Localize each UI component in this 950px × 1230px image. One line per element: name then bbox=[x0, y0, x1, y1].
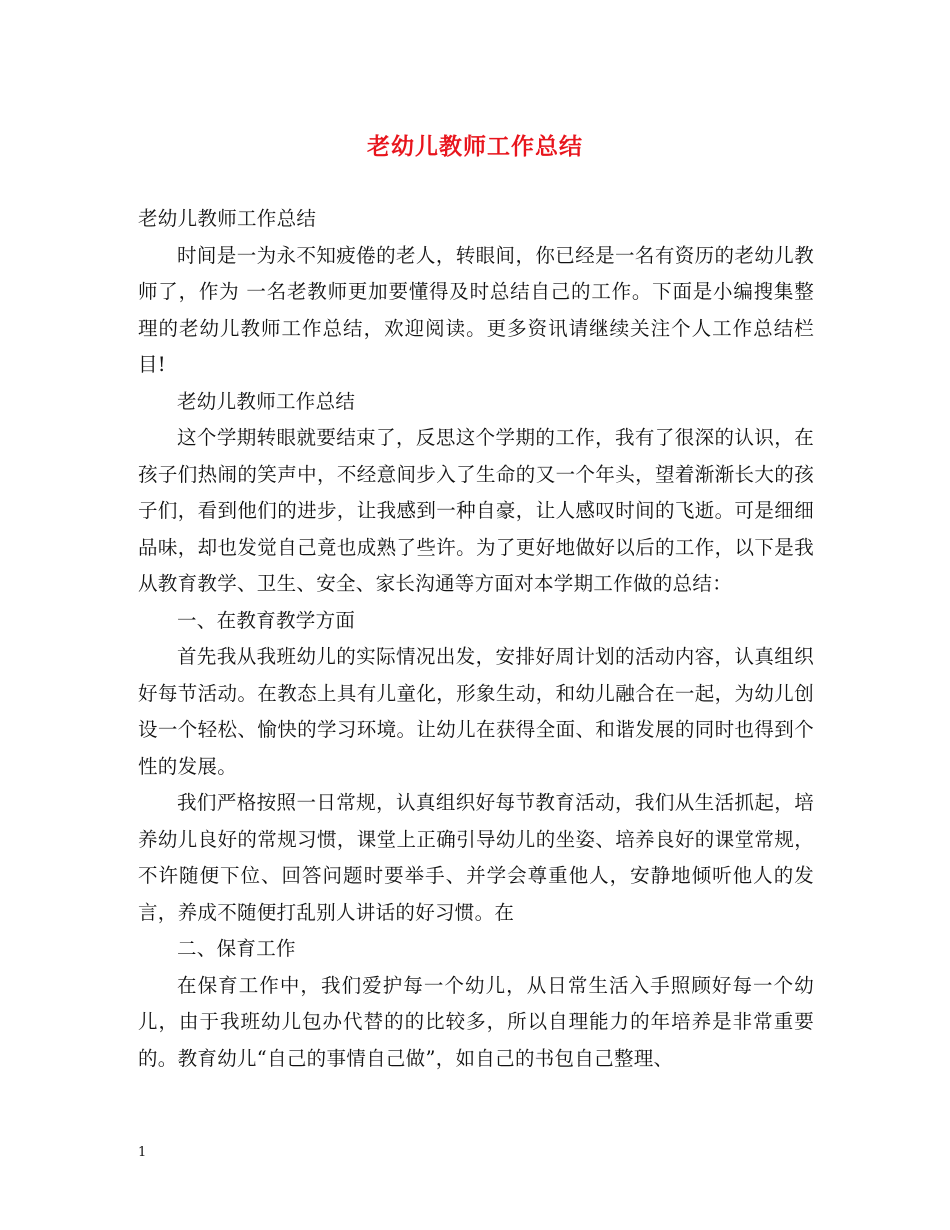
document-body bbox=[138, 201, 814, 1077]
paragraph-routine: 我们严格按照一日常规，认真组织好每节教育活动，我们从生活抓起，培养幼儿良好的常规习惯，课堂上正确引导幼儿的坐姿、培养良好的课堂常规，不许随便下位、回答问题时要举手、并学会尊重他人，安静地倾听他人的发言，养成不随便打乱别人讲话的好习惯。在 bbox=[138, 791, 814, 924]
page-number: 1 bbox=[138, 1145, 147, 1160]
paragraph-care: 在保育工作中，我们爱护每一个幼儿，从日常生活入手照顾好每一个幼儿，由于我班幼儿包办代替的的比较多，所以自理能力的年培养是非常重要的。教育幼儿“自己的事情自己做”，如自己的书包自己整理、 bbox=[138, 973, 814, 1070]
paragraph-summary: 这个学期转眼就要结束了，反思这个学期的工作，我有了很深的认识，在孩子们热闹的笑声中，不经意间步入了生命的又一个年头，望着渐渐长大的孩子们，看到他们的进步，让我感到一种自豪，让人感叹时间的飞逝。可是细细品味，却也发觉自己竟也成熟了些许。为了更好地做好以后的工作，以下是我从教育教学、卫生、安全、家长沟通等方面对本学期工作做的总结： bbox=[138, 426, 814, 595]
document-title: 老幼儿教师工作总结 bbox=[367, 133, 583, 160]
section-heading-care: 二、保育工作 bbox=[177, 937, 296, 960]
section-heading-teaching: 一、在教育教学方面 bbox=[177, 608, 356, 632]
body-heading: 老幼儿教师工作总结 bbox=[138, 207, 317, 230]
paragraph-intro: 时间是一为永不知疲倦的老人，转眼间，你已经是一名有资历的老幼儿教师了，作为 一名老教师更加要懂得及时总结自己的工作。下面是小编搜集整理的老幼儿教师工作总结，欢迎阅读。更多资讯请继续关注个人工作总结栏目! bbox=[138, 243, 814, 376]
paragraph-teaching: 首先我从我班幼儿的实际情况出发，安排好周计划的活动内容，认真组织好每节活动。在教态上具有儿童化，形象生动，和幼儿融合在一起，为幼儿创设一个轻松、愉快的学习环境。让幼儿在获得全面、和谐发展的同时也得到个性的发展。 bbox=[138, 645, 814, 778]
section-heading: 老幼儿教师工作总结 bbox=[177, 389, 356, 413]
